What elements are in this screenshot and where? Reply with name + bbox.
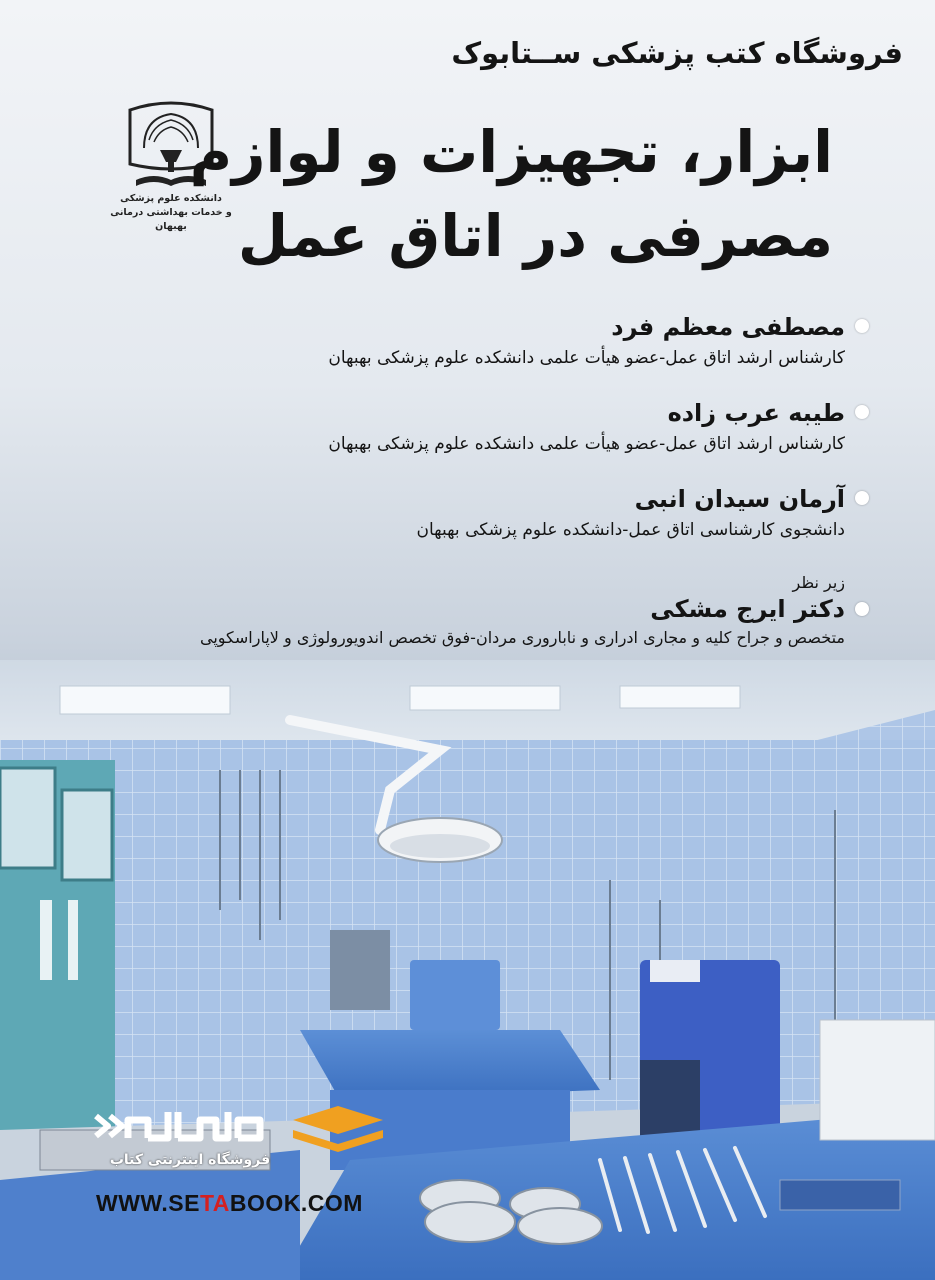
supervisor-role: متخصص و جراح کلیه و مجاری ادراری و ناباروری مردان-فوق تخصص اندویورولوژی و لاپاراسکوپی xyxy=(200,628,845,647)
watermark-url xyxy=(96,1190,363,1217)
url-part-2: BOOK.COM xyxy=(229,1190,363,1216)
institution-name-line2: و خدمات بهداشتی درمانی بهبهان xyxy=(110,207,232,232)
bullet-icon xyxy=(855,602,869,616)
author-role: کارشناس ارشد اتاق عمل-عضو هیأت علمی دانشکده علوم پزشکی بهبهان xyxy=(328,348,845,368)
author-name: آرمان سیدان انبی xyxy=(634,485,845,513)
author-item xyxy=(145,396,845,458)
author-role: دانشجوی کارشناسی اتاق عمل-دانشکده علوم پزشکی بهبهان xyxy=(416,520,845,540)
bullet-icon xyxy=(855,491,869,505)
supervisor-block xyxy=(85,572,845,652)
supervisor-label: زیر نظر xyxy=(792,573,845,592)
author-list xyxy=(145,310,845,568)
setabook-watermark xyxy=(88,1098,398,1228)
institution-name-line1: دانشکده علوم پزشکی xyxy=(120,193,222,204)
store-name: فروشگاه کتب پزشکی ســتابوک xyxy=(451,36,903,70)
setabook-logo-icon xyxy=(88,1098,398,1158)
title-line-2: مصرفی در اتاق عمل xyxy=(237,202,833,270)
author-item xyxy=(145,482,845,544)
book-title xyxy=(190,110,833,278)
bullet-icon xyxy=(855,405,869,419)
url-highlight: TA xyxy=(199,1190,230,1216)
author-item xyxy=(145,310,845,372)
url-part-1: WWW.SE xyxy=(96,1190,200,1216)
author-role: کارشناس ارشد اتاق عمل-عضو هیأت علمی دانشکده علوم پزشکی بهبهان xyxy=(328,434,845,454)
author-name: مصطفی معظم فرد xyxy=(611,313,845,341)
bullet-icon xyxy=(855,319,869,333)
title-line-1: ابزار، تجهیزات و لوازم xyxy=(189,118,833,186)
supervisor-name xyxy=(85,594,845,624)
author-name: طیبه عرب زاده xyxy=(667,399,845,427)
supervisor-name-text: دکتر ایرج مشکی xyxy=(650,595,845,623)
watermark-subtitle: فروشگاه اینترنتی کتاب xyxy=(109,1152,271,1168)
